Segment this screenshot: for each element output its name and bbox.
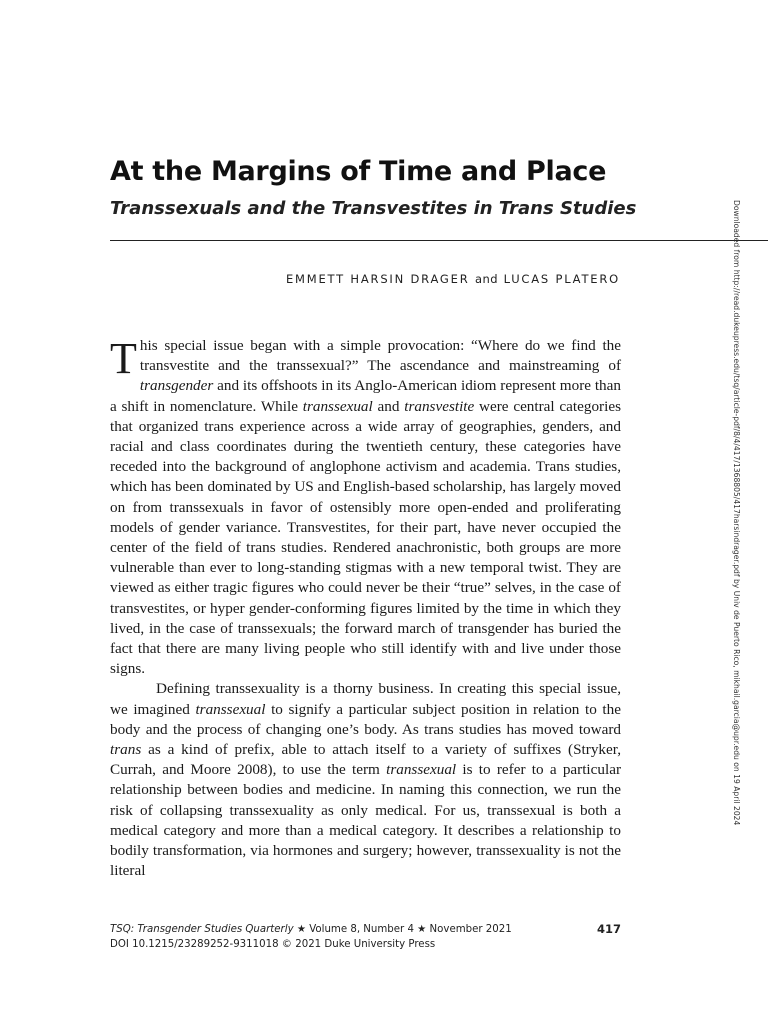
page-number: 417 xyxy=(596,922,621,936)
page-footer xyxy=(110,922,621,952)
paragraph-text: Defining transsexuality is a thorny business. In creating this special issue, we imagined xyxy=(110,680,621,718)
issue-info: ★ Volume 8, Number 4 ★ November 2021 xyxy=(293,924,512,935)
emphasis-term: transsexual xyxy=(302,397,373,415)
paragraph-2 xyxy=(110,679,621,881)
title-rule xyxy=(110,240,768,241)
article-subtitle: Transsexuals and the Transvestites in Trans Studies xyxy=(110,198,637,219)
paragraph-text: his special issue began with a simple provocation: “Where do we find the transvestite and the transsexual?” The ascendance and mainstreaming of xyxy=(139,337,621,375)
paragraph-text: as a kind of prefix, able to attach itself to a variety of suffixes (Stryker, Currah, and Moore 2008), to use the term xyxy=(110,741,621,779)
author-1: EMMETT HARSIN DRAGER xyxy=(285,272,470,286)
journal-name: TSQ: Transgender Studies Quarterly xyxy=(110,924,294,935)
author-byline xyxy=(110,272,620,286)
author-2: LUCAS PLATERO xyxy=(503,272,620,286)
emphasis-term: transgender xyxy=(139,377,214,395)
article-body xyxy=(110,336,621,881)
author-conjunction: and xyxy=(474,272,499,286)
emphasis-term: transsexual xyxy=(195,700,266,718)
emphasis-term: transvestite xyxy=(404,397,475,415)
paragraph-text: were central categories that organized trans experience across a wide array of geographies, genders, and racial and class coordinates during the twentieth century, these categories have receded into the background of anglophone activism and academia. Trans studies, which has been dominated by US and English-based scholarship, has largely moved on from transsexuals in favor of ostensibly more open-ended and proliferating models of gender variance. Transvestites, for their part, have never occupied the center of the field of trans studies. Rendered anachronistic, both groups are more vulnerable than ever to long-standing stigmas with a new temporal twist. They are viewed as either tragic figures who could never be their “true” selves, in the case of transvestites, or hyper gender-conforming figures limited by the time in which they lived, in the case of transsexuals; the forward march of transgender has buried the fact that there are many living people who still identify with and live under those signs. xyxy=(110,397,621,678)
emphasis-term: trans xyxy=(110,741,142,759)
paragraph-text: is to refer to a particular relationship between bodies and medicine. In naming this connection, we run the risk of collapsing transsexuality as only medical. For us, transsexual is both a medical category and more than a medical category. It describes a relationship to bodily transformation, via hormones and surgery; however, transsexuality is not the literal xyxy=(110,761,622,880)
drop-cap: T xyxy=(110,334,137,383)
journal-line xyxy=(110,922,621,937)
doi-line: DOI 10.1215/23289252-9311018 © 2021 Duke University Press xyxy=(110,939,436,950)
article-title: At the Margins of Time and Place xyxy=(110,156,607,187)
download-watermark: Downloaded from http://read.dukeupress.edu/tsq/article-pdf/8/4/417/1368805/417harsindrager.pdf by Univ de Puerto Rico, mikhail.garcia@upr.edu on 19 April 2024 xyxy=(732,200,741,826)
emphasis-term: transsexual xyxy=(386,761,457,779)
paragraph-text: and xyxy=(372,397,405,415)
paragraph-text: and its offshoots in its Anglo-American idiom represent more than a shift in nomenclature. While xyxy=(110,377,621,415)
paragraph-1 xyxy=(110,336,621,679)
paragraph-text: to signify a particular subject position in relation to the body and the process of changing one’s body. As trans studies has moved toward xyxy=(110,700,621,738)
